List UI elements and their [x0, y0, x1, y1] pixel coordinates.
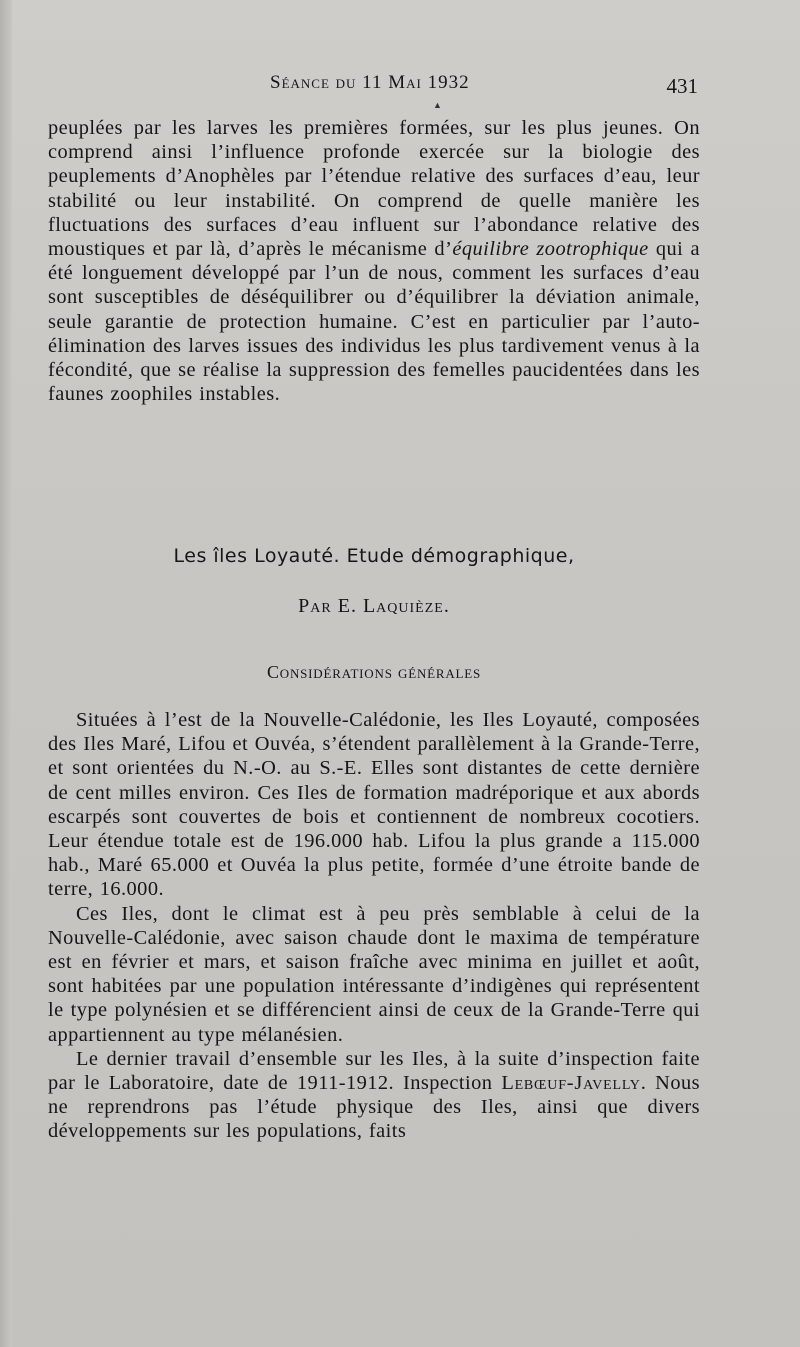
paragraph [48, 116, 700, 406]
paragraph: Ces Iles, dont le climat est à peu près semblable à celui de la Nouvelle-Calédonie, avec saison chaude dont le maxima de température est en février et mars, et saison fraîche avec minima en juillet et août, sont habitées par une population intéressante d’indigènes qui représentent le type polynésien et se différencient ainsi de ceux de la Grande-Terre qui appartiennent au type mélanésien. [48, 902, 700, 1046]
paragraph-text: Le dernier travail d’ensemble sur les Iles, à la suite d’inspection faite par le Laboratoire, date de 1911-1912. Inspection [48, 1047, 700, 1095]
page-header [48, 70, 698, 110]
article-body [48, 708, 700, 1144]
paragraph [48, 1047, 700, 1144]
printer-mark: ▲ [433, 100, 442, 110]
running-title: Séance du 11 Mai 1932 [270, 72, 470, 93]
page-binding-edge [0, 0, 12, 1347]
article-author: Par E. Laquièze. [298, 595, 450, 617]
paragraph-text: qui a été longuement développé par l’un de nous, comment les surfaces d’eau sont susceptibles de déséquilibrer ou d’équilibrer la déviation animale, seule garantie de protection humaine. C’est en particulier par l’auto-élimination des larves issues des individus les plus tardivement venus à la fécondité, que se réalise la suppression des femelles paucidentées dans les faunes zoophiles instables. [48, 238, 700, 406]
continued-paragraph [48, 116, 700, 406]
paragraph-text: peuplées par les larves les premières formées, sur les plus jeunes. On comprend ainsi l’influence profonde exercée sur la biologie des peuplements d’Anophèles par l’étendue relative des surfaces d’eau, leur stabilité ou leur instabilité. On comprend de quelle manière les fluctuations des surfaces d’eau influent sur l’abondance relative des moustiques et par là, d’après le mécanisme d’ [48, 117, 700, 261]
page-number: 431 [666, 74, 698, 98]
italic-term: équilibre zootrophique [452, 238, 649, 261]
paragraph-text: . Nous ne reprendrons pas l’étude physique des Iles, ainsi que divers développements sur les populations, faits [48, 1072, 700, 1143]
paragraph: Situées à l’est de la Nouvelle-Calédonie, les Iles Loyauté, composées des Iles Maré, Lifou et Ouvéa, s’étendent parallèlement à la Grande-Terre, et sont orientées du N.-O. au S.-E. Elles sont distantes de cette dernière de cent milles environ. Ces Iles de formation madréporique et aux abords escarpés sont couvertes de bois et contiennent de nombreux cocotiers. Leur étendue totale est de 196.000 hab. Lifou la plus grande a 115.000 hab., Maré 65.000 et Ouvéa la plus petite, formée d’une étroite bande de terre, 16.000. [48, 709, 700, 901]
article-title: Les îles Loyauté. Etude démographique, [173, 545, 575, 567]
section-subheading: Considérations générales [266, 662, 482, 682]
person-name: Lebœuf-Javelly [501, 1072, 641, 1095]
